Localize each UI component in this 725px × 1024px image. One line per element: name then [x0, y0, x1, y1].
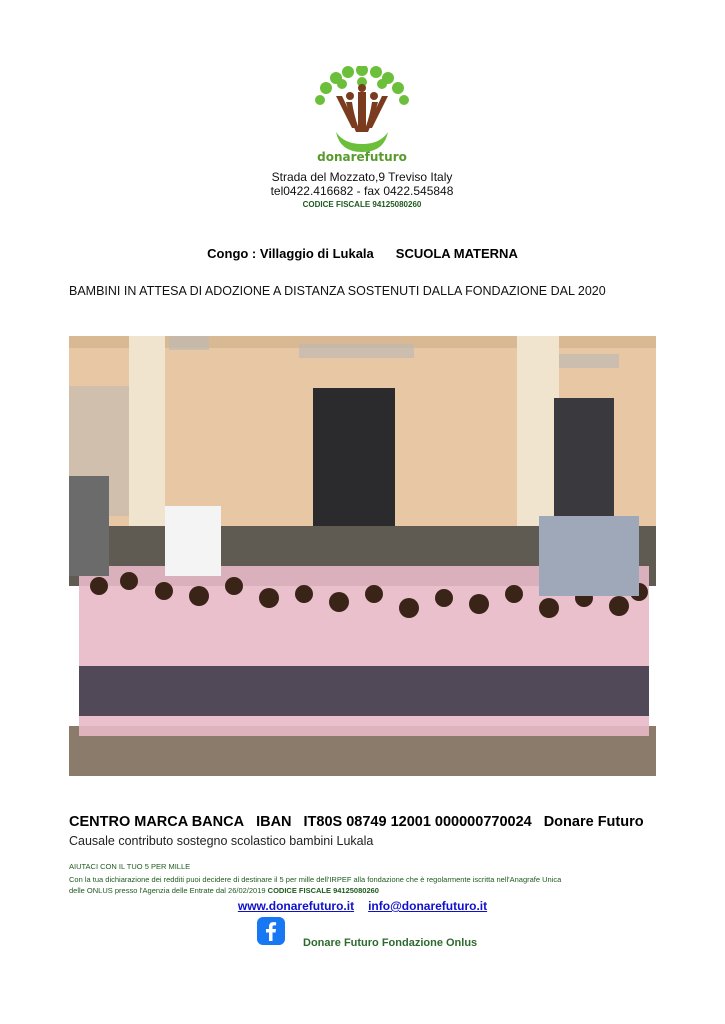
hands: [336, 132, 388, 152]
school-children-photo: [69, 336, 656, 776]
title-location: Congo : Villaggio di Lukala: [207, 246, 374, 261]
phone-fax-line: tel0422.416682 - fax 0422.545848: [270, 184, 454, 198]
payment-reason: Causale contributo sostegno scolastico bambini Lukala: [69, 834, 374, 848]
address-line: Strada del Mozzato,9 Treviso Italy: [271, 170, 453, 184]
brand-name: donarefuturo: [317, 150, 407, 164]
trunk-figures: [336, 84, 388, 132]
bank-name: CENTRO MARCA BANCA: [69, 814, 245, 830]
codice-fiscale-header: CODICE FISCALE 94125080260: [302, 200, 422, 209]
website-link[interactable]: www.donarefuturo.it: [237, 899, 355, 913]
title-school: SCUOLA MATERNA: [395, 246, 518, 261]
foundation-name: Donare Futuro Fondazione Onlus: [303, 937, 478, 949]
pillar-right: [517, 336, 559, 546]
iban-label: IBAN: [256, 814, 292, 830]
iban-code: IT80S 08749 12001 000000770024: [303, 814, 532, 830]
pillar-left: [129, 336, 165, 536]
facebook-icon[interactable]: [257, 917, 285, 945]
beneficiary: Donare Futuro: [543, 814, 644, 830]
bank-details: [69, 814, 669, 830]
help-text-line1: Con la tua dichiarazione dei redditi puoi decidere di destinare il 5 per mille dell'IRPEF alla fondazione che è regolarmente iscritta nell'Anagrafe Unica: [69, 875, 562, 884]
five-per-mille-title: AIUTACI CON IL TUO 5 PER MILLE: [69, 862, 191, 871]
five-per-mille-text: [69, 874, 669, 896]
help-text-line2: delle ONLUS presso l'Agenzia delle Entrate dal 26/02/2019: [69, 886, 266, 895]
contact-links: [0, 899, 725, 913]
page-subtitle: BAMBINI IN ATTESA DI ADOZIONE A DISTANZA SOSTENUTI DALLA FONDAZIONE DAL 2020: [69, 284, 606, 298]
email-link[interactable]: info@donarefuturo.it: [368, 899, 488, 913]
codice-fiscale-footer: CODICE FISCALE 94125080260: [267, 886, 379, 895]
page-title: [0, 246, 725, 261]
